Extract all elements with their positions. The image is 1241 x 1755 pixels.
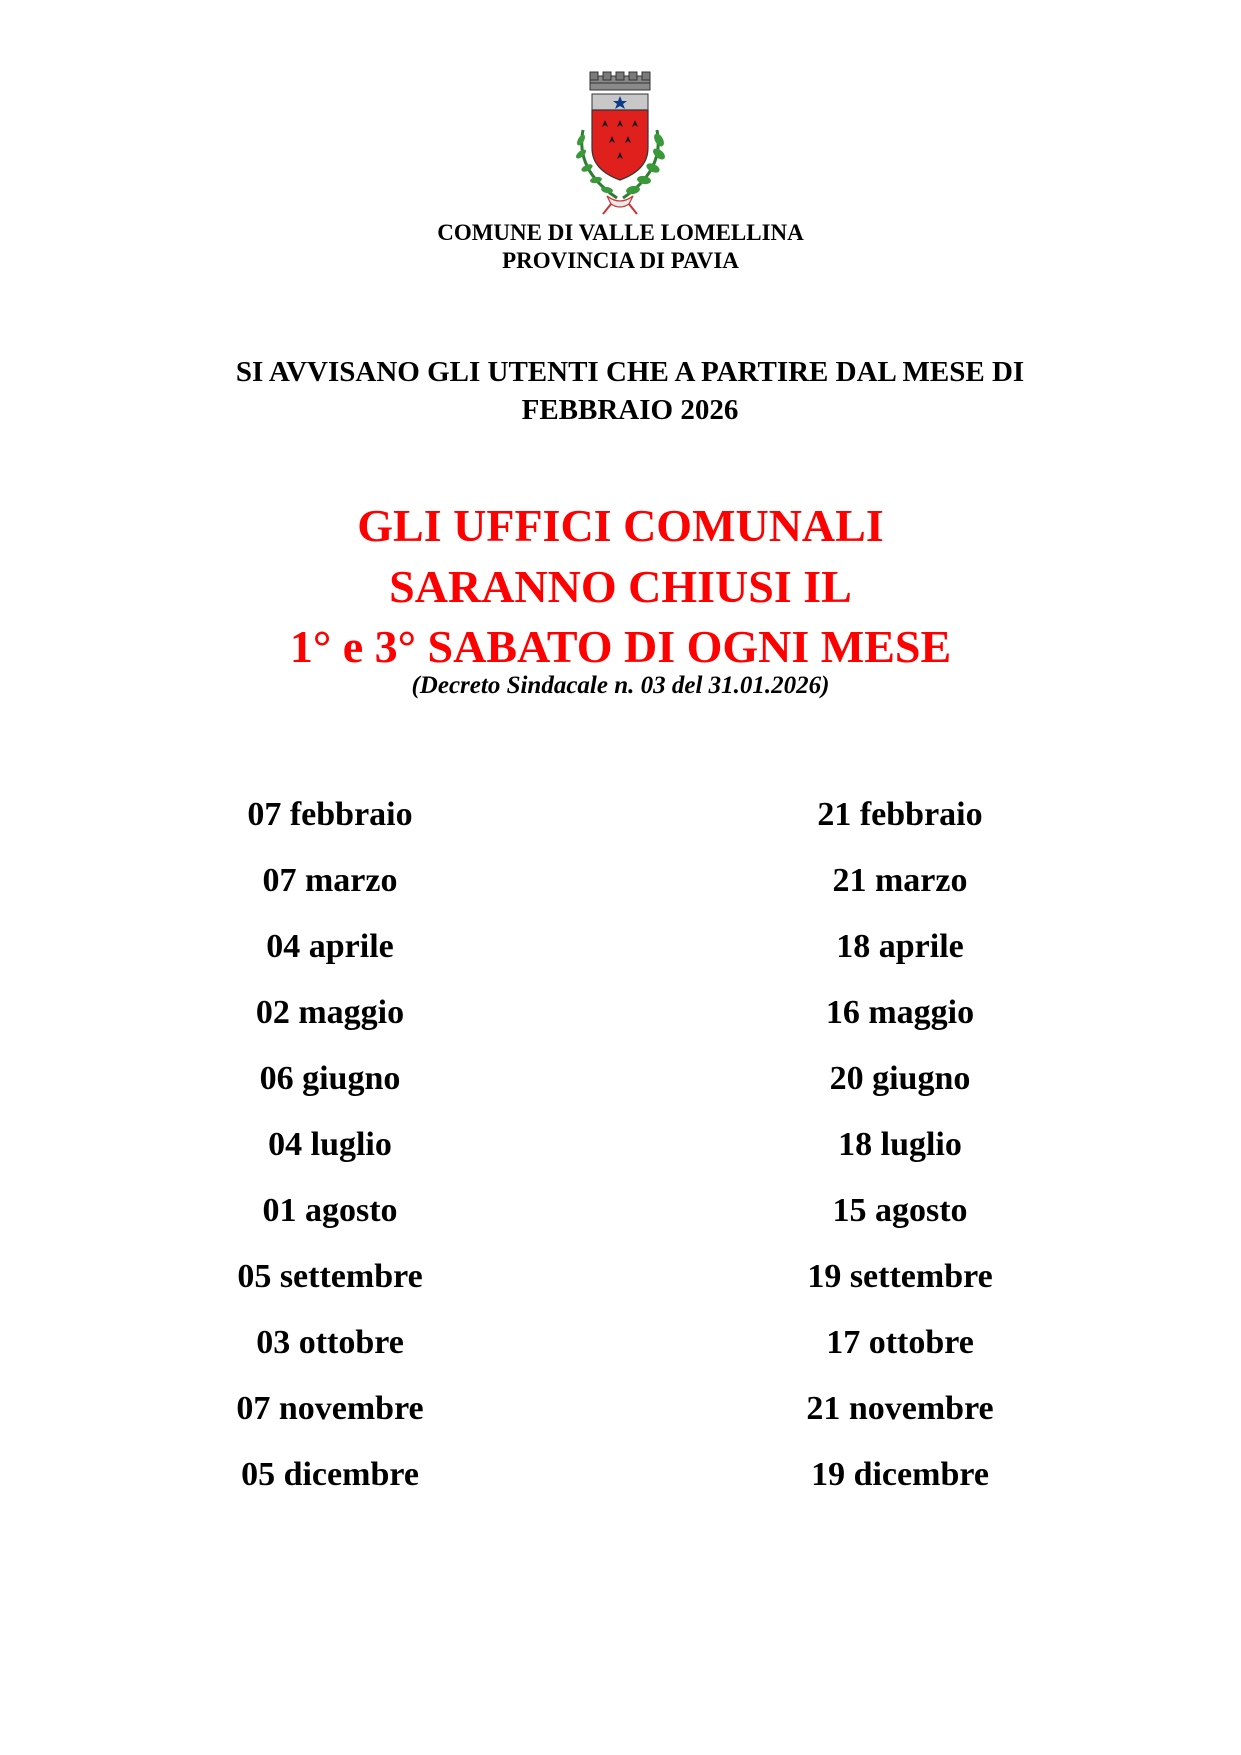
closure-date: 15 agosto xyxy=(832,1192,968,1229)
notice-line-2: FEBBRAIO 2026 xyxy=(521,394,739,426)
closure-date: 16 maggio xyxy=(825,994,975,1031)
closure-date: 21 novembre xyxy=(806,1390,994,1427)
closure-date: 01 agosto xyxy=(262,1192,398,1229)
closure-date: 07 febbraio xyxy=(247,796,413,833)
headline-line-3: 1° e 3° SABATO DI OGNI MESE xyxy=(289,621,952,672)
coat-of-arms-icon xyxy=(545,70,695,220)
headline-line-2: SARANNO CHIUSI IL xyxy=(389,561,852,612)
closure-date: 21 febbraio xyxy=(817,796,983,833)
closure-date: 07 marzo xyxy=(262,862,398,899)
province-name: PROVINCIA DI PAVIA xyxy=(502,248,739,273)
closure-date: 20 giugno xyxy=(829,1060,971,1097)
closure-date: 05 dicembre xyxy=(241,1456,419,1493)
closure-date: 03 ottobre xyxy=(256,1324,404,1361)
closure-date: 04 aprile xyxy=(266,928,394,965)
closure-date: 07 novembre xyxy=(236,1390,424,1427)
closure-date: 06 giugno xyxy=(259,1060,401,1097)
decree-reference: (Decreto Sindacale n. 03 del 31.01.2026) xyxy=(411,672,830,699)
notice-line-1: SI AVVISANO GLI UTENTI CHE A PARTIRE DAL MESE DI xyxy=(235,356,1025,388)
closure-date: 04 luglio xyxy=(268,1126,392,1163)
third-saturday-list xyxy=(720,795,1080,1521)
closure-date: 02 maggio xyxy=(255,994,405,1031)
closure-date: 17 ottobre xyxy=(826,1324,974,1361)
closure-date: 19 settembre xyxy=(807,1258,993,1295)
municipality-name: COMUNE DI VALLE LOMELLINA xyxy=(437,220,804,245)
first-saturday-list xyxy=(150,795,510,1521)
closure-date: 18 aprile xyxy=(836,928,964,965)
closure-date: 19 dicembre xyxy=(811,1456,989,1493)
headline-line-1: GLI UFFICI COMUNALI xyxy=(357,500,884,551)
closure-date: 05 settembre xyxy=(237,1258,423,1295)
closure-date: 18 luglio xyxy=(838,1126,962,1163)
closure-date: 21 marzo xyxy=(832,862,968,899)
